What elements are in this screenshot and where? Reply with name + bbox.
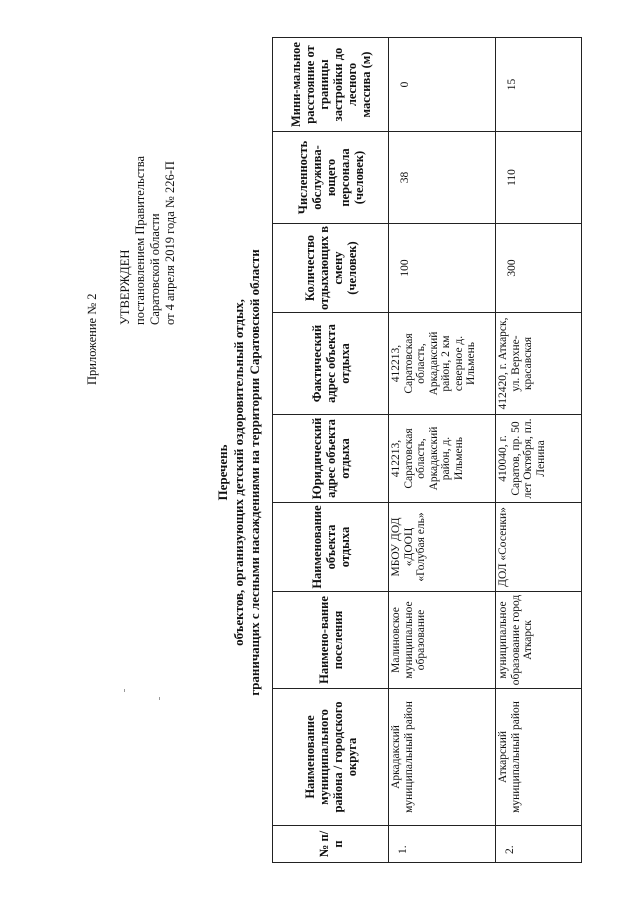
scan-speck bbox=[159, 697, 160, 700]
col-header-number: № п/п bbox=[273, 826, 389, 863]
title-line: граничащих с лесными насаждениями на территории Саратовской области bbox=[247, 249, 262, 696]
cell-actual-address: 412420, г. Аткарск, ул. Верхне-красавская bbox=[496, 313, 582, 415]
cell-number: 2. bbox=[496, 826, 582, 863]
table-row bbox=[389, 38, 496, 863]
title-line: Перечень bbox=[215, 444, 230, 501]
cell-district: Аркадакский муниципальный район bbox=[389, 689, 496, 826]
appendix-label: Приложение № 2 bbox=[85, 293, 99, 385]
col-header-settlement: Наимено-вание поселения bbox=[273, 592, 389, 689]
col-header-district: Наименование муниципального района / городского округа bbox=[273, 689, 389, 826]
approval-heading: УТВЕРЖДЕН bbox=[118, 249, 132, 325]
approval-line: постановлением Правительства bbox=[133, 155, 147, 325]
col-header-forest-distance: Мини-мальное расстояние от границы застройки до лесного массива (м) bbox=[273, 38, 389, 132]
table-header-row bbox=[273, 38, 389, 863]
cell-settlement: Малиновское муниципальное образование bbox=[389, 592, 496, 689]
cell-forest-distance: 0 bbox=[389, 38, 496, 132]
facilities-table bbox=[272, 37, 582, 863]
table-row bbox=[496, 38, 582, 863]
approval-date: от 4 апреля 2019 года № 226-П bbox=[163, 161, 177, 325]
col-header-guests-per-shift: Количество отдыхающих в смену (человек) bbox=[273, 224, 389, 313]
cell-guests-per-shift: 100 bbox=[389, 224, 496, 313]
cell-number: 1. bbox=[389, 826, 496, 863]
cell-legal-address: 412213, Саратовская область, Аркадакский район, д. Ильмень bbox=[389, 415, 496, 503]
col-header-facility-name: Наименование объекта отдыха bbox=[273, 503, 389, 592]
col-header-legal-address: Юридический адрес объекта отдыха bbox=[273, 415, 389, 503]
rotated-page bbox=[0, 40, 600, 905]
cell-staff-count: 38 bbox=[389, 132, 496, 224]
title-line: объектов, организующих детский оздоровительный отдых, bbox=[231, 299, 246, 646]
cell-actual-address: 412213, Саратовская область, Аркадакский район, 2 км северное д. Ильмень bbox=[389, 313, 496, 415]
col-header-actual-address: Фактический адрес объекта отдыха bbox=[273, 313, 389, 415]
scan-speck bbox=[124, 689, 125, 692]
cell-settlement: муниципальное образование город Аткарск bbox=[496, 592, 582, 689]
cell-guests-per-shift: 300 bbox=[496, 224, 582, 313]
cell-facility-name: МБОУ ДОД «ДООЦ «Голубая ель» bbox=[389, 503, 496, 592]
col-header-staff-count: Численность обслужива-ющего персонала (человек) bbox=[273, 132, 389, 224]
approval-line: Саратовской области bbox=[148, 213, 162, 325]
cell-legal-address: 410040, г. Саратов, пр. 50 лет Октября, пл. Ленина bbox=[496, 415, 582, 503]
cell-facility-name: ДОЛ «Сосенки» bbox=[496, 503, 582, 592]
cell-forest-distance: 15 bbox=[496, 38, 582, 132]
cell-staff-count: 110 bbox=[496, 132, 582, 224]
cell-district: Аткарский муниципальный район bbox=[496, 689, 582, 826]
